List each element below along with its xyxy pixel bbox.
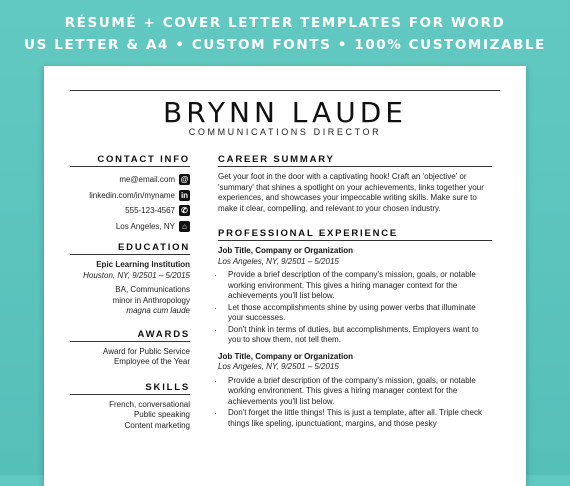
job-bullet: · Provide a brief description of the company's mission, goals, or notable working environment. This gives a hiring manager context for the achievements you'll list below. <box>218 376 492 408</box>
education-institution: Epic Learning Institution <box>96 260 190 269</box>
contact-email-text: me@email.com <box>119 175 175 185</box>
header-rule <box>70 90 500 91</box>
job-bullet: · Don't think in terms of duties, but accomplishments. Employers want to you to show them, not tell them. <box>218 325 492 346</box>
linkedin-icon: in <box>180 190 189 200</box>
education-heading: EDUCATION <box>70 242 190 255</box>
education-honors: magna cum laude <box>126 306 190 315</box>
promo-banner <box>0 12 570 56</box>
summary-heading: CAREER SUMMARY <box>218 154 492 167</box>
education-minor: minor in Anthropology <box>112 295 190 305</box>
job-bullet: · Let those accomplishments shine by using power verbs that illuminate your successes. <box>218 303 492 324</box>
contact-location <box>70 219 190 235</box>
resume-page <box>44 66 526 486</box>
contact-email <box>70 172 190 188</box>
resume-role: COMMUNICATIONS DIRECTOR <box>188 127 382 137</box>
contact-phone <box>70 203 190 219</box>
right-column <box>218 154 492 430</box>
job-location-dates: Los Angeles, NY, 9/2501 – 5/2015 <box>218 256 339 266</box>
job-title: Job Title, Company or Organization <box>218 246 353 255</box>
skills-heading: SKILLS <box>70 382 190 395</box>
job-bullet: · Don't forget the little things! This is just a template, after all. Triple check things like speling, ipunctuationt, margins, and those pesky <box>218 408 492 429</box>
job-bullet: · Provide a brief description of the company's mission, goals, or notable working environment. This gives a hiring manager context for the achievements you'll list below. <box>218 270 492 302</box>
education-dates: Houston, NY, 9/2501 – 5/2015 <box>83 270 190 280</box>
job-bullets <box>218 376 492 430</box>
banner-line-1: RÉSUMÉ + COVER LETTER TEMPLATES FOR WORD <box>64 15 506 31</box>
skill-item: French, conversational <box>109 399 190 409</box>
contact-linkedin-text: linkedin.com/in/myname <box>89 190 175 200</box>
job-bullets <box>218 270 492 346</box>
education-degree: BA, Communications <box>115 285 190 294</box>
home-icon: ⌂ <box>179 221 190 232</box>
summary-text: Get your foot in the door with a captivating hook! Craft an 'objective' or 'summary' that shines a spotlight on your achievements, links together your experiences, and showcases your impeccable writing skills. Make sure to make it clear, compelling, and relevant to your chosen industry. <box>218 172 484 213</box>
left-column <box>70 154 190 431</box>
job-title: Job Title, Company or Organization <box>218 351 353 361</box>
skill-item: Content marketing <box>124 420 190 430</box>
job-location-dates: Los Angeles, NY, 9/2501 – 5/2015 <box>218 362 339 371</box>
contact-linkedin <box>70 188 190 204</box>
resume-name: BRYNN LAUDE <box>163 96 407 129</box>
skill-item: Public speaking <box>133 410 190 419</box>
banner-line-2: US LETTER & A4 • CUSTOM FONTS • 100% CUSTOMIZABLE <box>24 37 546 53</box>
award-item: Employee of the Year <box>113 357 190 366</box>
contact-location-text: Los Angeles, NY <box>115 221 175 231</box>
phone-icon: ✆ <box>179 205 190 216</box>
contact-heading: CONTACT INFO <box>70 154 190 167</box>
contact-phone-text: 555-123-4567 <box>125 206 175 216</box>
awards-heading: AWARDS <box>70 329 190 342</box>
experience-heading: PROFESSIONAL EXPERIENCE <box>218 228 492 241</box>
award-item: Award for Public Service <box>103 346 190 356</box>
at-icon: @ <box>180 175 189 185</box>
